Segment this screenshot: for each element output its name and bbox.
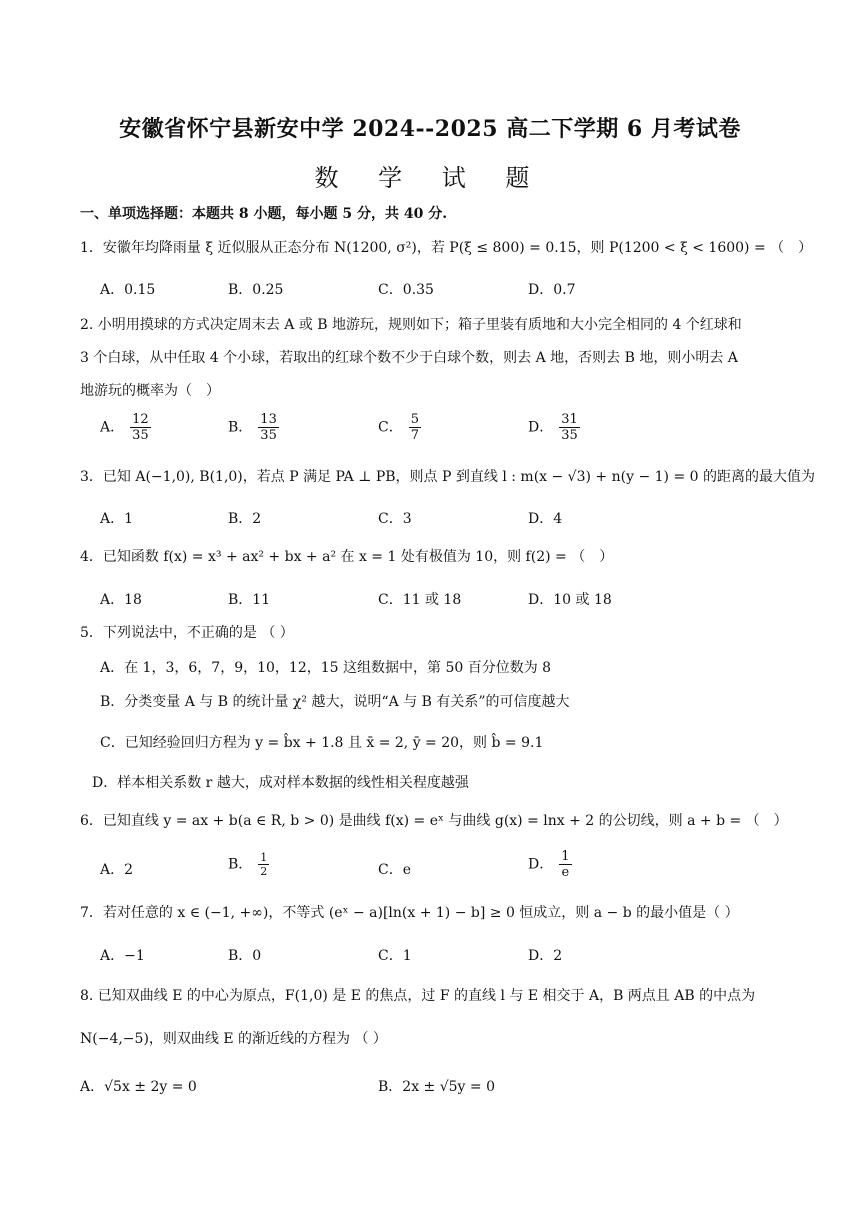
- question-1-option-a: A．0.15: [100, 282, 156, 298]
- fraction: [130, 412, 151, 443]
- question-1-stem: 1．安徽年均降雨量 ξ 近似服从正态分布 N(1200, σ²)，若 P(ξ ≤ 800) = 0.15，则 P(1200 < ξ < 1600) = （ ）: [80, 240, 813, 256]
- denominator: 35: [561, 428, 578, 443]
- question-5-option-c: C．已知经验回归方程为 y = b̂x + 1.8 且 x̄ = 2, ȳ = 20，则 b̂ = 9.1: [100, 735, 544, 751]
- question-2-line-3: 地游玩的概率为（ ）: [80, 383, 220, 399]
- question-6-option-a: A．2: [100, 862, 134, 878]
- question-7-option-b: B．0: [228, 948, 262, 964]
- option-label: D．: [528, 419, 554, 436]
- section-heading: 一、单项选择题：本题共 8 小题，每小题 5 分，共 40 分.: [80, 206, 448, 222]
- question-3-option-b: B．2: [228, 511, 262, 527]
- option-label: B．: [228, 419, 253, 436]
- question-5-option-b: B．分类变量 A 与 B 的统计量 χ² 越大，说明“A 与 B 有关系”的可信度越大: [100, 694, 570, 710]
- question-4-option-d: D．10 或 18: [528, 592, 612, 608]
- numerator: 1: [561, 849, 570, 864]
- option-label: B．: [228, 856, 253, 873]
- denominator: e: [561, 865, 570, 880]
- page-title: 安徽省怀宁县新安中学 2024--2025 高二下学期 6 月考试卷: [119, 116, 741, 142]
- question-3-option-c: C．3: [378, 511, 412, 527]
- question-1-option-c: C．0.35: [378, 282, 434, 298]
- question-8-line-1: 8. 已知双曲线 E 的中心为原点，F(1,0) 是 E 的焦点，过 F 的直线 l 与 E 相交于 A，B 两点且 AB 的中点为: [80, 988, 756, 1004]
- question-1-option-d: D．0.7: [528, 282, 576, 298]
- numerator: 31: [561, 412, 578, 427]
- numerator: 12: [132, 412, 149, 427]
- option-label: C．: [378, 419, 403, 436]
- question-5-option-a: A．在 1，3，6，7，9，10，12，15 这组数据中，第 50 百分位数为 8: [100, 660, 552, 676]
- question-4-option-b: B．11: [228, 592, 271, 608]
- fraction: [559, 849, 571, 880]
- question-5-stem: 5．下列说法中，不正确的是 （ ）: [80, 625, 294, 641]
- question-2-line-2: 3 个白球，从中任取 4 个小球，若取出的红球个数不少于白球个数，则去 A 地，否则去 B 地，则小明去 A: [80, 350, 738, 366]
- fraction: [258, 412, 279, 443]
- question-5-option-d: D．样本相关系数 r 越大，成对样本数据的线性相关程度越强: [92, 775, 469, 791]
- question-4-stem: 4．已知函数 f(x) = x³ + ax² + bx + a² 在 x = 1 处有极值为 10，则 f(2) = （ ）: [80, 549, 614, 565]
- option-label: A．: [100, 419, 125, 436]
- denominator: 35: [132, 428, 149, 443]
- numerator: 1: [260, 851, 268, 864]
- question-1-option-b: B．0.25: [228, 282, 284, 298]
- option-label: D．: [528, 856, 554, 873]
- question-7-option-c: C．1: [378, 948, 412, 964]
- page-subtitle: 数 学 试 题: [314, 164, 546, 192]
- question-6-option-d: [528, 849, 572, 880]
- question-2-line-1: 2. 小明用摸球的方式决定周末去 A 或 B 地游玩，规则如下；箱子里装有质地和大小完全相同的 4 个红球和: [80, 317, 742, 333]
- numerator: 13: [260, 412, 277, 427]
- denominator: 7: [410, 428, 419, 443]
- question-4-option-c: C．11 或 18: [378, 592, 462, 608]
- question-7-option-a: A．−1: [100, 948, 145, 964]
- question-2-option-d: [528, 412, 580, 443]
- question-4-option-a: A．18: [100, 592, 142, 608]
- question-3-stem: 3．已知 A(−1,0), B(1,0)，若点 P 满足 PA ⊥ PB，则点 P 到直线 l : m(x − √3) + n(y − 1) = 0 的距离的最大值为: [80, 469, 815, 485]
- question-2-option-b: [228, 412, 279, 443]
- question-6-stem: 6．已知直线 y = ax + b(a ∈ R, b > 0) 是曲线 f(x) = eˣ 与曲线 g(x) = lnx + 2 的公切线，则 a + b = （ ）: [80, 813, 788, 829]
- question-2-option-c: [378, 412, 421, 443]
- question-6-option-c: C．e: [378, 862, 411, 878]
- question-8-line-2: N(−4,−5)，则双曲线 E 的渐近线的方程为 （ ）: [80, 1031, 387, 1047]
- denominator: 2: [260, 865, 268, 878]
- question-7-stem: 7．若对任意的 x ∈ (−1, +∞)，不等式 (eˣ − a)[ln(x + 1) − b] ≥ 0 恒成立，则 a − b 的最小值是（ ）: [80, 905, 739, 921]
- question-8-option-a: A．√5x ± 2y = 0: [80, 1079, 197, 1095]
- question-7-option-d: D．2: [528, 948, 563, 964]
- question-2-option-a: [100, 412, 151, 443]
- fraction: [559, 412, 580, 443]
- question-3-option-d: D．4: [528, 511, 563, 527]
- fraction: [258, 851, 269, 878]
- fraction: [409, 412, 421, 443]
- question-8-option-b: B．2x ± √5y = 0: [378, 1079, 495, 1095]
- numerator: 5: [410, 412, 419, 427]
- denominator: 35: [260, 428, 277, 443]
- question-6-option-b: [228, 851, 269, 878]
- question-3-option-a: A．1: [100, 511, 134, 527]
